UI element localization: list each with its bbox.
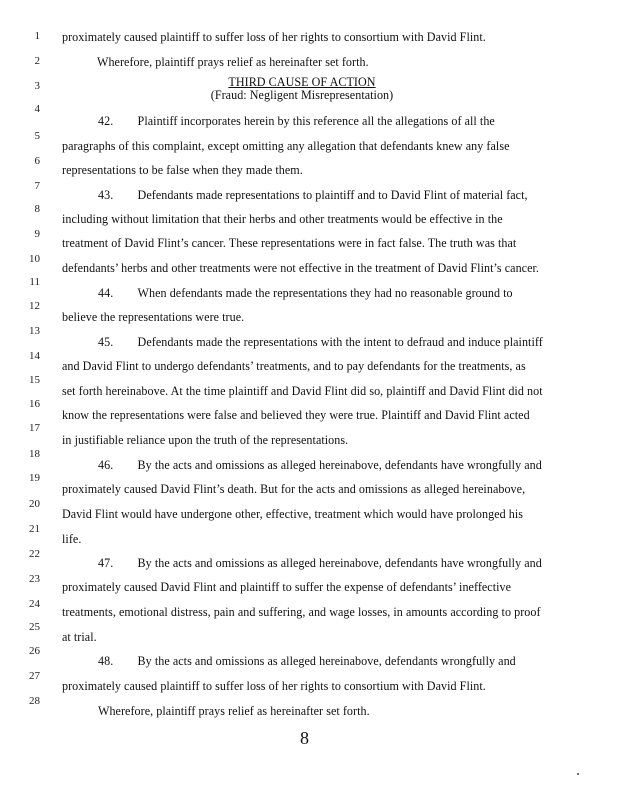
text-line: Wherefore, plaintiff prays relief as hereinafter set forth. — [97, 55, 369, 69]
text-line: 47. By the acts and omissions as alleged hereinabove, defendants have wrongfully and — [98, 556, 542, 570]
text-line: 46. By the acts and omissions as alleged hereinabove, defendants have wrongfully and — [98, 458, 542, 472]
text-line: treatments, emotional distress, pain and suffering, and wage losses, in amounts according to proof — [62, 605, 541, 619]
text-line: representations to be false when they made them. — [62, 163, 303, 177]
line-number: 23 — [29, 573, 40, 585]
text-line: 48. By the acts and omissions as alleged hereinabove, defendants wrongfully and — [98, 654, 516, 668]
line-number: 18 — [29, 448, 40, 460]
line-number: 12 — [29, 300, 40, 312]
line-number: 8 — [34, 203, 40, 215]
line-number: 22 — [29, 548, 40, 560]
line-number: 17 — [29, 422, 40, 434]
line-number: 14 — [29, 350, 40, 362]
line-number: 20 — [29, 498, 40, 510]
line-number: 27 — [29, 670, 40, 682]
text-line: in justifiable reliance upon the truth of the representations. — [62, 433, 349, 447]
text-line: believe the representations were true. — [62, 310, 245, 324]
text-line: at trial. — [62, 630, 97, 644]
line-number: 21 — [29, 523, 40, 535]
text-line: 43. Defendants made representations to plaintiff and to David Flint of material fact, — [98, 188, 528, 202]
text-line: set forth hereinabove. At the time plaintiff and David Flint did so, plaintiff and David Flint did not — [62, 384, 543, 398]
line-number: 19 — [29, 472, 40, 484]
text-line: treatment of David Flint’s cancer. These representations were in fact false. The truth was that — [62, 236, 517, 250]
line-number: 6 — [34, 155, 40, 167]
text-line: and David Flint to undergo defendants’ treatments, and to pay defendants for the treatments, as — [62, 359, 526, 373]
text-line: proximately caused plaintiff to suffer loss of her rights to consortium with David Flint. — [62, 30, 486, 44]
text-line: paragraphs of this complaint, except omitting any allegation that defendants knew any false — [62, 139, 510, 153]
text-line: proximately caused plaintiff to suffer loss of her rights to consortium with David Flint. — [62, 679, 486, 693]
line-number: 4 — [34, 103, 40, 115]
line-number: 3 — [34, 80, 40, 92]
text-line: 45. Defendants made the representations with the intent to defraud and induce plaintiff — [98, 335, 543, 349]
text-line: including without limitation that their herbs and other treatments would be effective in the — [62, 212, 503, 226]
scan-speck — [577, 773, 579, 775]
line-number: 2 — [34, 55, 40, 67]
line-number: 10 — [29, 253, 40, 265]
text-line: proximately caused David Flint and plaintiff to suffer the expense of defendants’ ineffective — [62, 580, 512, 594]
text-line: 42. Plaintiff incorporates herein by this reference all the allegations of all the — [98, 114, 495, 128]
line-number: 9 — [34, 228, 40, 240]
page-number: 8 — [300, 728, 309, 748]
line-number: 26 — [29, 645, 40, 657]
section-heading: THIRD CAUSE OF ACTION — [228, 75, 376, 89]
line-number: 24 — [29, 598, 40, 610]
text-line: David Flint would have undergone other, effective, treatment which would have prolonged his — [62, 507, 524, 521]
text-line: Wherefore, plaintiff prays relief as hereinafter set forth. — [98, 704, 370, 718]
text-line: life. — [62, 532, 82, 546]
line-number: 7 — [34, 180, 40, 192]
line-number: 1 — [34, 30, 40, 42]
section-subheading: (Fraud: Negligent Misrepresentation) — [210, 88, 394, 102]
text-line: defendants’ herbs and other treatments were not effective in the treatment of David Flint’s cancer. — [62, 261, 539, 275]
line-number: 28 — [29, 695, 40, 707]
text-line: know the representations were false and believed they were true. Plaintiff and David Flint acted — [62, 408, 530, 422]
line-number: 5 — [34, 130, 40, 142]
line-number: 16 — [29, 398, 40, 410]
line-number: 11 — [29, 276, 40, 288]
line-number: 25 — [29, 621, 40, 633]
text-line: 44. When defendants made the representations they had no reasonable ground to — [98, 286, 513, 300]
text-line: proximately caused David Flint’s death. But for the acts and omissions as alleged hereinabove, — [62, 482, 526, 496]
line-number: 13 — [29, 325, 40, 337]
line-number: 15 — [29, 374, 40, 386]
